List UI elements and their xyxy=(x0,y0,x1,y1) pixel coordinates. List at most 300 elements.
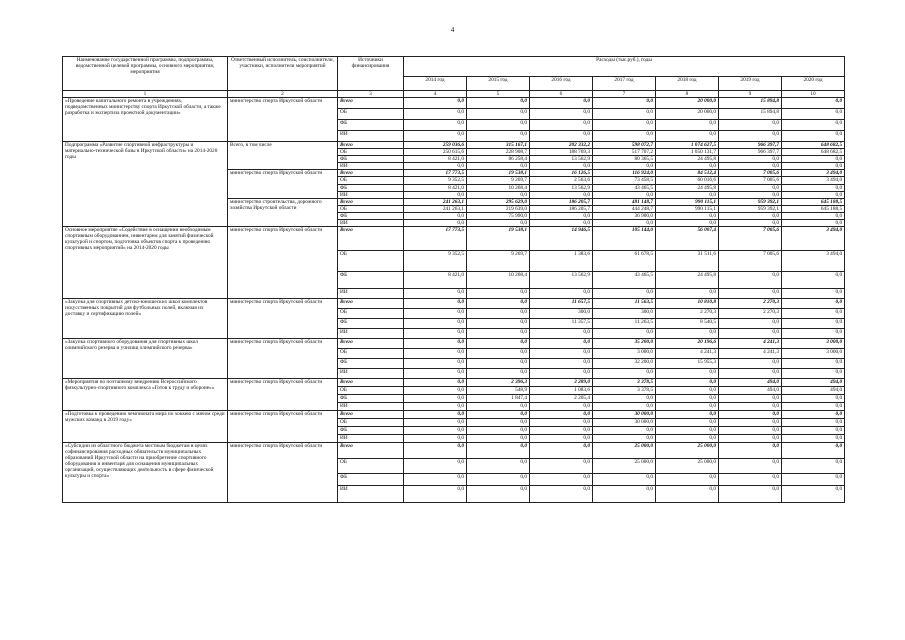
expense-value: 598 072,7 xyxy=(593,142,656,149)
table-row xyxy=(63,443,845,459)
expense-value: 0,0 xyxy=(719,156,782,163)
measure-name: «Мероприятия по поэтапному внедрению Всероссийского физкультурно-спортивного комплекса «Готов к труду и обороне»» xyxy=(63,379,228,411)
expense-value: 0,0 xyxy=(719,191,782,198)
expense-value: 0,0 xyxy=(656,289,719,299)
expense-value: 0,0 xyxy=(719,272,782,289)
funding-source: ИИ xyxy=(338,369,404,379)
expense-value: 0,0 xyxy=(404,486,467,503)
funding-source: ФБ xyxy=(338,395,404,403)
funding-source: ОБ xyxy=(338,387,404,395)
header-year: 2019 год xyxy=(719,77,782,91)
expense-value: 0,0 xyxy=(719,427,782,435)
expense-value: 0,0 xyxy=(656,474,719,486)
expense-value: 0,0 xyxy=(404,419,467,427)
expense-value: 0,0 xyxy=(404,339,467,349)
expense-value: 0,0 xyxy=(719,403,782,411)
measure-name: Основное мероприятие «Содействие в оснащении необходимым спортивным оборудованием, инвентарем для занятий физической культурой и спортом, подготовка объектов спорта к проведению спортивных мероприятий» на 2014-2020 годы xyxy=(63,227,228,299)
expense-value: 0,0 xyxy=(593,427,656,435)
expense-value: 0,0 xyxy=(404,395,467,403)
expense-value: 9 269,7 xyxy=(467,177,530,184)
funding-source: ИИ xyxy=(338,131,404,142)
funding-source: Всего xyxy=(338,299,404,309)
expense-value: 0,0 xyxy=(719,163,782,170)
expense-value: 517 707,2 xyxy=(593,149,656,156)
expense-value: 16 126,5 xyxy=(530,170,593,177)
measure-name: «Субсидии из областного бюджета местным бюджетам в целях софинансирования расходных обязательств муниципальных образований Иркутской области на приобретение спортивного оборудования и инвентаря для оснащения муниципальных организаций, осуществляющих деятельность в сфере физической культуры и спорта» xyxy=(63,443,228,503)
expense-value: 0,0 xyxy=(593,369,656,379)
funding-source: ОБ xyxy=(338,177,404,184)
expense-value: 0,0 xyxy=(467,474,530,486)
expense-value: 0,0 xyxy=(782,403,845,411)
expense-value: 0,0 xyxy=(467,411,530,419)
executor-cell: министерство спорта Иркутской области xyxy=(228,227,338,299)
expense-value: 56 007,4 xyxy=(656,227,719,251)
expense-value: 0,0 xyxy=(467,163,530,170)
expense-value: 0,0 xyxy=(467,131,530,142)
column-number: 6 xyxy=(530,91,593,98)
expense-value: 966 397,7 xyxy=(719,149,782,156)
expense-value: 645 188,5 xyxy=(782,205,845,212)
expense-value: 0,0 xyxy=(593,98,656,109)
header-name: Наименование государственной программы, подпрограммы, ведомственной целевой программы, основного мероприятия, мероприятия xyxy=(63,57,228,91)
expense-value: 0,0 xyxy=(467,359,530,369)
expense-value: 0,0 xyxy=(719,419,782,427)
funding-source: ФБ xyxy=(338,359,404,369)
expense-value: 0,0 xyxy=(782,163,845,170)
expense-value: 548,9 xyxy=(467,387,530,395)
expense-value: 0,0 xyxy=(656,379,719,387)
expense-value: 0,0 xyxy=(530,98,593,109)
expense-value: 241 263,1 xyxy=(404,205,467,212)
expense-value: 959 392,1 xyxy=(719,198,782,205)
expense-value: 0,0 xyxy=(467,427,530,435)
expense-value: 116 924,0 xyxy=(593,170,656,177)
expense-value: 17 773,5 xyxy=(404,170,467,177)
expense-value: 0,0 xyxy=(467,419,530,427)
page-number: 4 xyxy=(450,26,455,34)
expense-value: 0,0 xyxy=(404,120,467,131)
expense-value: 0,0 xyxy=(719,120,782,131)
funding-source: ФБ xyxy=(338,120,404,131)
expense-value: 3 000,0 xyxy=(593,349,656,359)
funding-source: ИИ xyxy=(338,191,404,198)
expense-value: 0,0 xyxy=(404,319,467,329)
expense-value: 0,0 xyxy=(719,474,782,486)
funding-source: ФБ xyxy=(338,184,404,191)
column-number: 1 xyxy=(63,91,228,98)
expense-value: 20 000,0 xyxy=(656,109,719,120)
expense-value: 648 682,5 xyxy=(782,142,845,149)
expense-value: 36 900,0 xyxy=(593,212,656,219)
expense-value: 10 810,8 xyxy=(656,299,719,309)
funding-source: Всего xyxy=(338,98,404,109)
expense-value: 3 494,0 xyxy=(782,177,845,184)
expense-value: 0,0 xyxy=(530,359,593,369)
funding-source: ФБ xyxy=(338,212,404,219)
expense-value: 0,0 xyxy=(467,219,530,226)
expense-value: 0,0 xyxy=(656,120,719,131)
expense-value: 0,0 xyxy=(404,109,467,120)
expense-value: 0,0 xyxy=(593,329,656,339)
expense-value: 3 378,5 xyxy=(593,387,656,395)
expense-value: 0,0 xyxy=(593,435,656,443)
expense-value: 0,0 xyxy=(467,329,530,339)
expense-value: 648 682,5 xyxy=(782,149,845,156)
expense-value: 444 248,7 xyxy=(593,205,656,212)
expense-value: 0,0 xyxy=(593,120,656,131)
expense-value: 0,0 xyxy=(782,272,845,289)
expense-value: 645 188,5 xyxy=(782,198,845,205)
header-year: 2017 год xyxy=(593,77,656,91)
expense-value: 7 005,6 xyxy=(719,177,782,184)
expense-value: 0,0 xyxy=(782,319,845,329)
column-number: 3 xyxy=(338,91,404,98)
funding-source: ИИ xyxy=(338,329,404,339)
expense-value: 494,0 xyxy=(719,379,782,387)
expense-value: 0,0 xyxy=(404,289,467,299)
expense-value: 0,0 xyxy=(404,359,467,369)
expense-value: 250 615,6 xyxy=(404,149,467,156)
expense-value: 8 421,0 xyxy=(404,184,467,191)
expense-value: 2 396,3 xyxy=(467,379,530,387)
expense-value: 0,0 xyxy=(404,219,467,226)
expense-value: 0,0 xyxy=(530,163,593,170)
expense-value: 0,0 xyxy=(404,98,467,109)
expense-value: 0,0 xyxy=(656,387,719,395)
funding-source: ОБ xyxy=(338,109,404,120)
expense-value: 300,0 xyxy=(530,309,593,319)
expense-value: 1 383,6 xyxy=(530,251,593,272)
expense-value: 0,0 xyxy=(782,474,845,486)
expense-value: 73 458,5 xyxy=(593,177,656,184)
expense-value: 0,0 xyxy=(782,486,845,503)
expense-value: 0,0 xyxy=(530,403,593,411)
expense-value: 35 200,0 xyxy=(593,339,656,349)
expense-value: 15 955,3 xyxy=(656,359,719,369)
expense-value: 15 894,8 xyxy=(719,109,782,120)
expense-value: 0,0 xyxy=(530,109,593,120)
expense-value: 0,0 xyxy=(404,309,467,319)
expense-value: 300,0 xyxy=(593,309,656,319)
expense-value: 0,0 xyxy=(782,219,845,226)
expense-value: 0,0 xyxy=(719,443,782,459)
expense-value: 19 538,1 xyxy=(467,170,530,177)
expense-value: 86 258,4 xyxy=(467,156,530,163)
expense-value: 0,0 xyxy=(404,443,467,459)
expense-value: 0,0 xyxy=(467,435,530,443)
executor-cell: министерство спорта Иркутской области xyxy=(228,98,338,142)
expense-value: 0,0 xyxy=(404,329,467,339)
measure-name: «Проведение капитального ремонта в учреждениях, подведомственных министерству спорта Иркутской области, а также разработка и экспертиза проектной документации» xyxy=(63,98,228,142)
expense-value: 0,0 xyxy=(719,411,782,419)
expense-value: 11 657,5 xyxy=(530,299,593,309)
expense-value: 0,0 xyxy=(782,443,845,459)
expense-value: 0,0 xyxy=(656,329,719,339)
funding-source: ОБ xyxy=(338,149,404,156)
expense-value: 0,0 xyxy=(719,319,782,329)
header-year: 2020 год xyxy=(782,77,845,91)
expense-value: 17 773,5 xyxy=(404,227,467,251)
executor-cell: министерство спорта Иркутской области xyxy=(228,339,338,379)
expense-value: 0,0 xyxy=(656,419,719,427)
expense-value: 494,0 xyxy=(782,379,845,387)
funding-source: ФБ xyxy=(338,319,404,329)
expense-value: 19 538,1 xyxy=(467,227,530,251)
expense-value: 61 678,5 xyxy=(593,251,656,272)
expense-value: 84 512,4 xyxy=(656,170,719,177)
expense-value: 30 000,0 xyxy=(593,419,656,427)
expense-value: 0,0 xyxy=(782,289,845,299)
expense-value: 0,0 xyxy=(782,131,845,142)
expense-value: 0,0 xyxy=(593,403,656,411)
expense-value: 43 465,5 xyxy=(593,272,656,289)
expense-value: 4 241,3 xyxy=(719,349,782,359)
expense-value: 7 005,6 xyxy=(719,170,782,177)
expense-value: 1 074 627,5 xyxy=(656,142,719,149)
funding-source: ФБ xyxy=(338,427,404,435)
expense-value: 3 494,0 xyxy=(782,170,845,177)
expense-value: 0,0 xyxy=(404,369,467,379)
expense-value: 0,0 xyxy=(530,435,593,443)
expense-value: 0,0 xyxy=(593,474,656,486)
table-row xyxy=(63,227,845,251)
expense-value: 2 270,3 xyxy=(719,299,782,309)
expense-value: 0,0 xyxy=(530,219,593,226)
header-source: Источники финансирования xyxy=(338,57,404,91)
expense-value: 0,0 xyxy=(656,395,719,403)
expense-value: 4 241,3 xyxy=(656,349,719,359)
expense-value: 80 365,5 xyxy=(593,156,656,163)
expense-value: 0,0 xyxy=(404,191,467,198)
expense-value: 0,0 xyxy=(656,163,719,170)
expense-value: 13 562,9 xyxy=(530,184,593,191)
expense-value: 0,0 xyxy=(593,289,656,299)
funding-source: ИИ xyxy=(338,219,404,226)
expense-value: 10 268,4 xyxy=(467,184,530,191)
expense-value: 15 894,8 xyxy=(719,98,782,109)
expense-value: 0,0 xyxy=(404,379,467,387)
expense-value: 24 495,8 xyxy=(656,272,719,289)
expense-value: 0,0 xyxy=(467,120,530,131)
expense-value: 0,0 xyxy=(467,289,530,299)
column-number: 2 xyxy=(228,91,338,98)
expense-value: 0,0 xyxy=(530,486,593,503)
funding-source: ОБ xyxy=(338,205,404,212)
header-year: 2016 год xyxy=(530,77,593,91)
expense-value: 0,0 xyxy=(467,98,530,109)
expense-value: 1 083,6 xyxy=(530,387,593,395)
expense-value: 0,0 xyxy=(719,289,782,299)
expense-value: 0,0 xyxy=(530,212,593,219)
expense-value: 13 562,9 xyxy=(530,156,593,163)
expense-value: 0,0 xyxy=(467,403,530,411)
expense-value: 2 563,6 xyxy=(530,177,593,184)
expense-value: 75 990,0 xyxy=(467,212,530,219)
expense-value: 30 000,0 xyxy=(593,411,656,419)
expense-value: 0,0 xyxy=(530,474,593,486)
expense-value: 0,0 xyxy=(719,435,782,443)
expense-value: 0,0 xyxy=(467,299,530,309)
expense-value: 13 562,9 xyxy=(530,272,593,289)
header-year: 2015 год xyxy=(467,77,530,91)
expense-value: 0,0 xyxy=(656,435,719,443)
funding-source: ФБ xyxy=(338,156,404,163)
expense-value: 0,0 xyxy=(782,191,845,198)
expense-value: 0,0 xyxy=(719,359,782,369)
expense-value: 1 050 131,7 xyxy=(656,149,719,156)
expense-value: 0,0 xyxy=(782,109,845,120)
expense-value: 0,0 xyxy=(530,191,593,198)
expense-value: 0,0 xyxy=(782,309,845,319)
expense-value: 0,0 xyxy=(782,156,845,163)
funding-source: Всего xyxy=(338,443,404,459)
expense-value: 14 946,5 xyxy=(530,227,593,251)
expense-value: 0,0 xyxy=(656,131,719,142)
expense-value: 9 352,5 xyxy=(404,251,467,272)
expense-value: 0,0 xyxy=(719,131,782,142)
funding-source: ИИ xyxy=(338,163,404,170)
executor-cell: министерство спорта Иркутской области xyxy=(228,379,338,411)
funding-source: ОБ xyxy=(338,309,404,319)
expense-value: 0,0 xyxy=(404,435,467,443)
expense-value: 0,0 xyxy=(467,319,530,329)
funding-source: Всего xyxy=(338,339,404,349)
expense-value: 105 144,0 xyxy=(593,227,656,251)
expense-value: 0,0 xyxy=(656,212,719,219)
funding-source: Всего xyxy=(338,198,404,205)
expense-value: 0,0 xyxy=(530,427,593,435)
expense-value: 7 005,6 xyxy=(719,227,782,251)
expense-value: 8 421,0 xyxy=(404,272,467,289)
expense-value: 0,0 xyxy=(467,443,530,459)
expense-value: 315 167,1 xyxy=(467,142,530,149)
expense-value: 3 494,0 xyxy=(782,251,845,272)
expense-value: 0,0 xyxy=(530,339,593,349)
expense-value: 0,0 xyxy=(467,309,530,319)
expense-value: 0,0 xyxy=(467,191,530,198)
table-row xyxy=(63,98,845,109)
expense-value: 241 263,1 xyxy=(404,198,467,205)
expense-value: 24 495,8 xyxy=(656,156,719,163)
funding-source: ОБ xyxy=(338,251,404,272)
expense-value: 0,0 xyxy=(656,403,719,411)
expense-value: 0,0 xyxy=(782,395,845,403)
expense-value: 0,0 xyxy=(404,387,467,395)
expense-value: 0,0 xyxy=(530,419,593,427)
expense-value: 0,0 xyxy=(404,349,467,359)
expense-value: 0,0 xyxy=(782,411,845,419)
header-expenses: Расходы (тыс.руб.), годы xyxy=(404,57,845,77)
funding-source: Всего xyxy=(338,142,404,149)
expense-value: 0,0 xyxy=(404,299,467,309)
expense-value: 0,0 xyxy=(782,299,845,309)
expense-value: 0,0 xyxy=(719,184,782,191)
executor-cell: министерство спорта Иркутской области xyxy=(228,299,338,339)
expense-value: 0,0 xyxy=(467,486,530,503)
header-executor: Ответственный исполнитель, соисполнители, участники, исполнители мероприятий xyxy=(228,57,338,91)
expense-value: 0,0 xyxy=(656,427,719,435)
expense-value: 990 115,1 xyxy=(656,198,719,205)
expense-value: 11 563,5 xyxy=(593,299,656,309)
expense-value: 0,0 xyxy=(404,427,467,435)
expense-value: 0,0 xyxy=(656,411,719,419)
expense-value: 0,0 xyxy=(719,212,782,219)
expense-value: 0,0 xyxy=(656,191,719,198)
measure-name: «Подготовка к проведению чемпионата мира по хоккею с мячом среди мужских команд в 2019 году» xyxy=(63,411,228,443)
funding-source: ИИ xyxy=(338,403,404,411)
expense-value: 959 392,1 xyxy=(719,205,782,212)
measure-name: «Закупка для спортивных детско-юношеских школ комплектов искусственных покрытий для футбольных полей, включая их доставку и сертификацию полей» xyxy=(63,299,228,339)
expense-value: 186 205,7 xyxy=(530,198,593,205)
expense-value: 0,0 xyxy=(404,459,467,474)
expense-value: 0,0 xyxy=(593,486,656,503)
expense-value: 24 495,8 xyxy=(656,184,719,191)
expense-value: 0,0 xyxy=(782,184,845,191)
expense-value: 0,0 xyxy=(404,403,467,411)
expense-value: 0,0 xyxy=(782,120,845,131)
expense-value: 0,0 xyxy=(467,369,530,379)
expense-value: 259 036,6 xyxy=(404,142,467,149)
executor-cell: министерство спорта Иркутской области xyxy=(228,170,338,198)
expense-value: 202 332,2 xyxy=(530,142,593,149)
expense-value: 494,0 xyxy=(782,387,845,395)
expense-value: 186 205,7 xyxy=(530,205,593,212)
column-number: 7 xyxy=(593,91,656,98)
expense-value: 0,0 xyxy=(467,349,530,359)
expense-value: 990 115,1 xyxy=(656,205,719,212)
expense-value: 32 200,0 xyxy=(593,359,656,369)
funding-source: Всего xyxy=(338,379,404,387)
expense-value: 0,0 xyxy=(530,349,593,359)
funding-source: ОБ xyxy=(338,349,404,359)
expense-value: 0,0 xyxy=(656,219,719,226)
expense-value: 0,0 xyxy=(719,369,782,379)
table-row xyxy=(63,299,845,309)
expense-value: 0,0 xyxy=(530,411,593,419)
column-number: 5 xyxy=(467,91,530,98)
funding-source: Всего xyxy=(338,170,404,177)
expense-value: 25 000,0 xyxy=(656,443,719,459)
expense-value: 0,0 xyxy=(782,435,845,443)
expense-value: 0,0 xyxy=(656,369,719,379)
expense-value: 43 465,5 xyxy=(593,184,656,191)
expense-value: 0,0 xyxy=(404,131,467,142)
expense-value: 0,0 xyxy=(530,289,593,299)
expense-value: 0,0 xyxy=(782,212,845,219)
funding-source: ФБ xyxy=(338,474,404,486)
expense-value: 0,0 xyxy=(593,131,656,142)
expense-value: 0,0 xyxy=(530,329,593,339)
expense-value: 0,0 xyxy=(719,219,782,226)
table-row xyxy=(63,339,845,349)
funding-source: ИИ xyxy=(338,289,404,299)
expense-value: 0,0 xyxy=(782,98,845,109)
expense-value: 3 494,0 xyxy=(782,227,845,251)
expense-value: 31 511,6 xyxy=(656,251,719,272)
expense-value: 0,0 xyxy=(593,191,656,198)
expense-value: 219 639,0 xyxy=(467,205,530,212)
expense-value: 188 769,3 xyxy=(530,149,593,156)
expense-value: 11 263,5 xyxy=(593,319,656,329)
column-number: 8 xyxy=(656,91,719,98)
expense-value: 20 000,0 xyxy=(656,98,719,109)
budget-table xyxy=(62,56,845,503)
expense-value: 0,0 xyxy=(467,339,530,349)
expense-value: 0,0 xyxy=(530,443,593,459)
funding-source: Всего xyxy=(338,227,404,251)
expense-value: 0,0 xyxy=(782,419,845,427)
expense-value: 228 908,7 xyxy=(467,149,530,156)
